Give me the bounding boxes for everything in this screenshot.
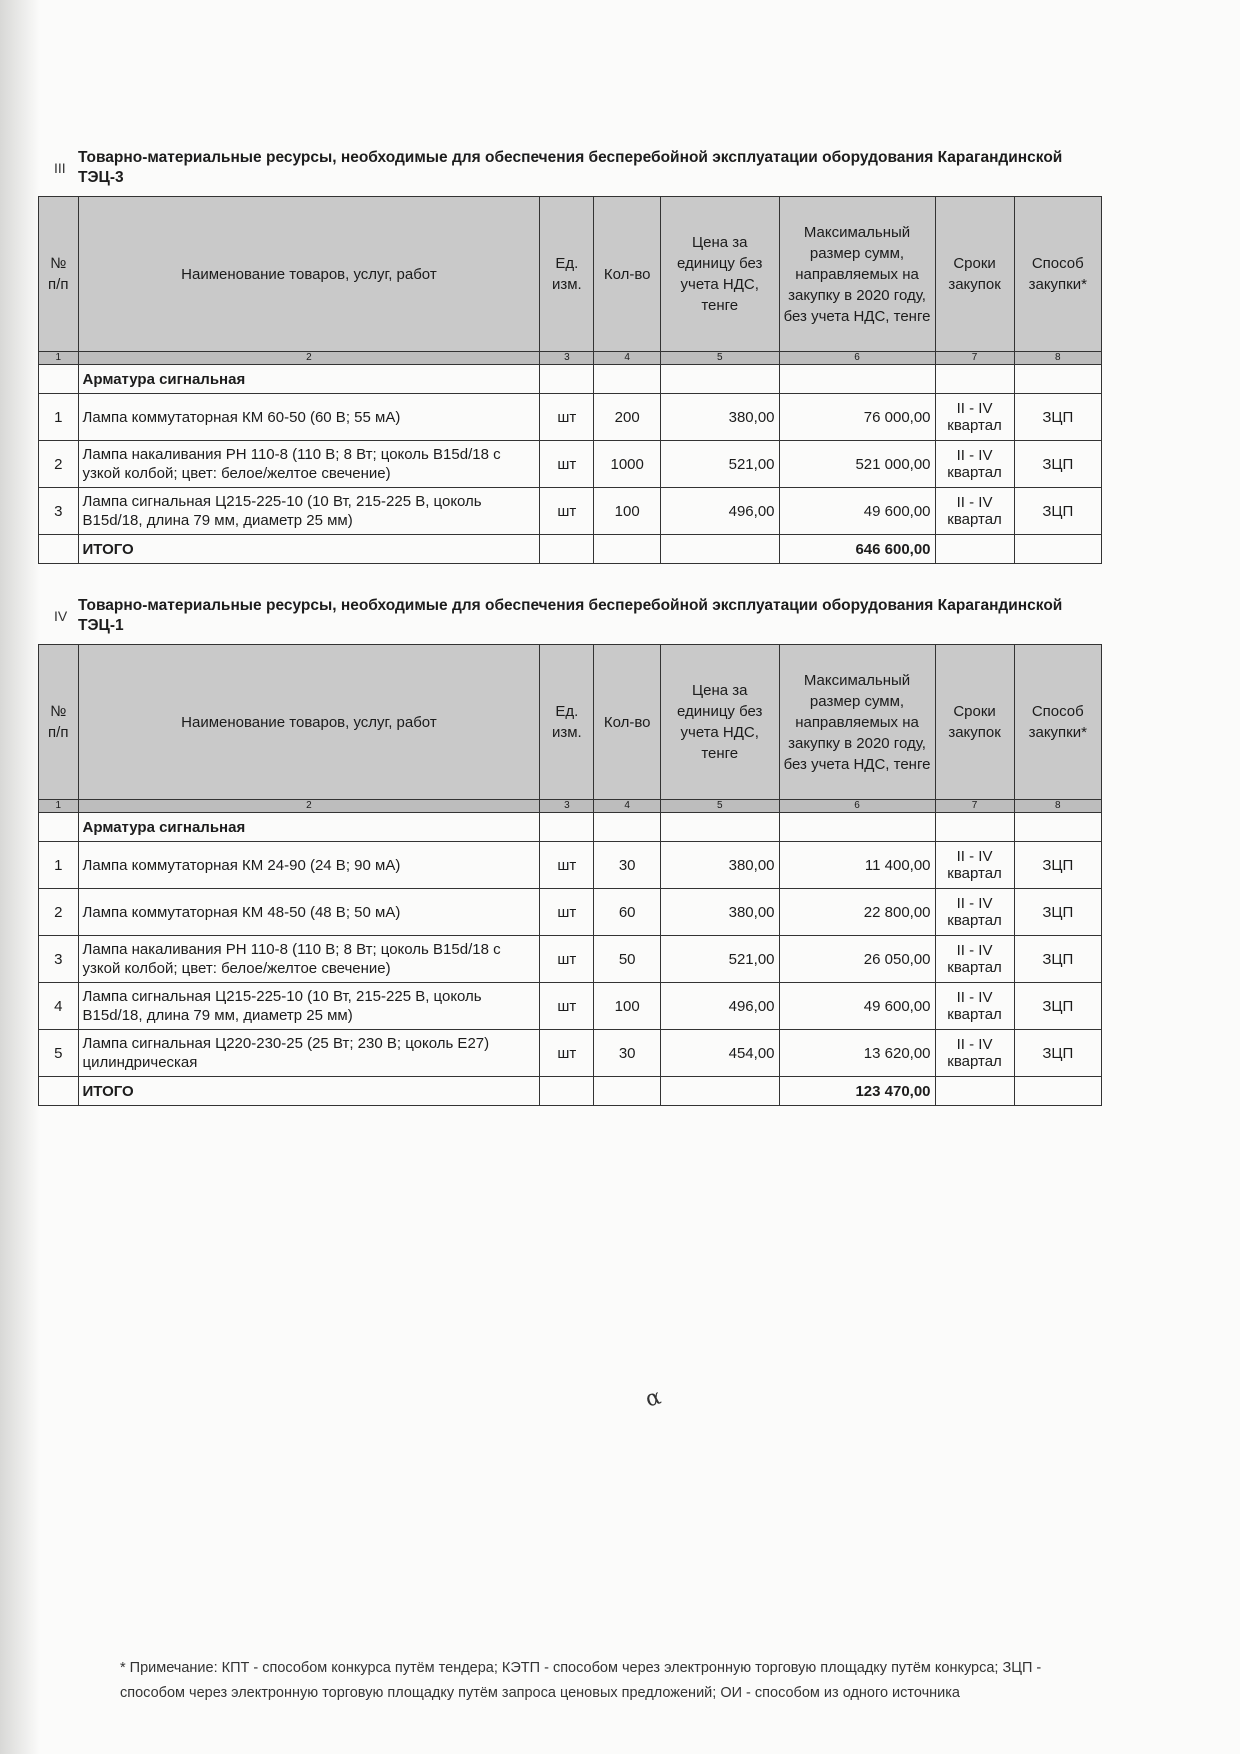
item-qty: 30	[594, 842, 661, 889]
item-sum: 11 400,00	[779, 842, 935, 889]
item-terms: II - IV квартал	[935, 889, 1014, 936]
item-terms: II - IV квартал	[935, 983, 1014, 1030]
col-header-name: Наименование товаров, услуг, работ	[78, 645, 540, 800]
column-index: 1	[39, 352, 79, 365]
item-method: ЗЦП	[1014, 394, 1101, 441]
row-num: 5	[39, 1030, 79, 1077]
item-method: ЗЦП	[1014, 936, 1101, 983]
item-method: ЗЦП	[1014, 889, 1101, 936]
item-unit: шт	[540, 889, 594, 936]
item-unit: шт	[540, 441, 594, 488]
column-index: 1	[39, 800, 79, 813]
item-sum: 76 000,00	[779, 394, 935, 441]
column-index: 4	[594, 800, 661, 813]
column-index: 5	[660, 352, 779, 365]
item-sum: 26 050,00	[779, 936, 935, 983]
total-label: ИТОГО	[78, 1077, 540, 1106]
item-name: Лампа коммутаторная КМ 24-90 (24 В; 90 мА)	[78, 842, 540, 889]
item-name: Лампа коммутаторная КМ 60-50 (60 В; 55 мА)	[78, 394, 540, 441]
table-row	[39, 889, 1102, 936]
item-price: 521,00	[660, 936, 779, 983]
item-unit: шт	[540, 983, 594, 1030]
item-qty: 100	[594, 983, 661, 1030]
item-sum: 22 800,00	[779, 889, 935, 936]
item-terms: II - IV квартал	[935, 842, 1014, 889]
procurement-table	[38, 644, 1102, 1106]
column-index: 5	[660, 800, 779, 813]
total-label: ИТОГО	[78, 535, 540, 564]
section-number: IV	[54, 608, 68, 624]
column-index: 7	[935, 800, 1014, 813]
column-index: 6	[779, 800, 935, 813]
scan-edge-shadow	[0, 0, 40, 1754]
col-header-terms: Сроки закупок	[935, 645, 1014, 800]
column-index: 8	[1014, 352, 1101, 365]
col-header-terms: Сроки закупок	[935, 197, 1014, 352]
item-name: Лампа сигнальная Ц215-225-10 (10 Вт, 215-225 В, цоколь B15d/18, длина 79 мм, диаметр 25 мм)	[78, 983, 540, 1030]
col-header-max-sum: Максимальный размер сумм, направляемых на закупку в 2020 году, без учета НДС, тенге	[779, 645, 935, 800]
item-price: 496,00	[660, 488, 779, 535]
item-method: ЗЦП	[1014, 983, 1101, 1030]
table-row	[39, 842, 1102, 889]
table-row	[39, 1030, 1102, 1077]
item-qty: 60	[594, 889, 661, 936]
row-num: 1	[39, 842, 79, 889]
row-num: 2	[39, 441, 79, 488]
table-row	[39, 983, 1102, 1030]
section-header	[38, 596, 1102, 644]
item-method: ЗЦП	[1014, 842, 1101, 889]
section-number: III	[54, 160, 66, 176]
row-num: 1	[39, 394, 79, 441]
item-qty: 30	[594, 1030, 661, 1077]
column-index: 3	[540, 352, 594, 365]
row-num: 2	[39, 889, 79, 936]
item-price: 380,00	[660, 889, 779, 936]
item-terms: II - IV квартал	[935, 936, 1014, 983]
item-price: 380,00	[660, 394, 779, 441]
item-name: Лампа коммутаторная КМ 48-50 (48 В; 50 мА)	[78, 889, 540, 936]
item-name: Лампа сигнальная Ц220-230-25 (25 Вт; 230 В; цоколь E27) цилиндрическая	[78, 1030, 540, 1077]
item-method: ЗЦП	[1014, 441, 1101, 488]
total-value: 123 470,00	[779, 1077, 935, 1106]
col-header-unit: Ед. изм.	[540, 197, 594, 352]
col-header-num: № п/п	[39, 645, 79, 800]
table-row	[39, 441, 1102, 488]
item-name: Лампа сигнальная Ц215-225-10 (10 Вт, 215-225 В, цоколь B15d/18, длина 79 мм, диаметр 25 мм)	[78, 488, 540, 535]
column-index: 8	[1014, 800, 1101, 813]
item-terms: II - IV квартал	[935, 1030, 1014, 1077]
col-header-unit: Ед. изм.	[540, 645, 594, 800]
group-label: Арматура сигнальная	[78, 813, 540, 842]
column-index-row	[39, 352, 1102, 365]
item-price: 496,00	[660, 983, 779, 1030]
table-row	[39, 488, 1102, 535]
section-title: Товарно-материальные ресурсы, необходимые для обеспечения бесперебойной эксплуатации оборудования Карагандинской ТЭЦ-1	[78, 597, 1063, 634]
col-header-price: Цена за единицу без учета НДС, тенге	[660, 645, 779, 800]
item-terms: II - IV квартал	[935, 394, 1014, 441]
item-method: ЗЦП	[1014, 488, 1101, 535]
item-qty: 100	[594, 488, 661, 535]
section-title: Товарно-материальные ресурсы, необходимые для обеспечения бесперебойной эксплуатации оборудования Карагандинской ТЭЦ-3	[78, 149, 1063, 186]
table-header-row	[39, 645, 1102, 800]
table-row	[39, 936, 1102, 983]
item-price: 521,00	[660, 441, 779, 488]
column-index: 7	[935, 352, 1014, 365]
item-unit: шт	[540, 488, 594, 535]
col-header-num: № п/п	[39, 197, 79, 352]
total-row	[39, 535, 1102, 564]
column-index: 3	[540, 800, 594, 813]
handwritten-mark: α	[643, 1384, 664, 1413]
column-index-row	[39, 800, 1102, 813]
column-index: 4	[594, 352, 661, 365]
group-label: Арматура сигнальная	[78, 365, 540, 394]
item-sum: 521 000,00	[779, 441, 935, 488]
table-header-row	[39, 197, 1102, 352]
item-qty: 1000	[594, 441, 661, 488]
table-row	[39, 394, 1102, 441]
item-unit: шт	[540, 842, 594, 889]
item-price: 380,00	[660, 842, 779, 889]
total-value: 646 600,00	[779, 535, 935, 564]
item-unit: шт	[540, 936, 594, 983]
col-header-method: Способ закупки*	[1014, 645, 1101, 800]
item-qty: 50	[594, 936, 661, 983]
group-row	[39, 813, 1102, 842]
column-index: 6	[779, 352, 935, 365]
item-method: ЗЦП	[1014, 1030, 1101, 1077]
item-name: Лампа накаливания РН 110-8 (110 В; 8 Вт; цоколь B15d/18 с узкой колбой; цвет: белое/желтое свечение)	[78, 441, 540, 488]
col-header-qty: Кол-во	[594, 645, 661, 800]
col-header-max-sum: Максимальный размер сумм, направляемых на закупку в 2020 году, без учета НДС, тенге	[779, 197, 935, 352]
item-qty: 200	[594, 394, 661, 441]
row-num: 3	[39, 488, 79, 535]
row-num: 4	[39, 983, 79, 1030]
col-header-price: Цена за единицу без учета НДС, тенге	[660, 197, 779, 352]
footnote: * Примечание: КПТ - способом конкурса путём тендера; КЭТП - способом через электронную торговую площадку путём конкурса; ЗЦП - способом через электронную торговую площадку путём запроса ценовых предложений; ОИ - способом из одного источника	[120, 1660, 1042, 1701]
item-unit: шт	[540, 394, 594, 441]
row-num: 3	[39, 936, 79, 983]
col-header-name: Наименование товаров, услуг, работ	[78, 197, 540, 352]
section-header	[38, 148, 1102, 196]
column-index: 2	[78, 800, 540, 813]
col-header-method: Способ закупки*	[1014, 197, 1101, 352]
section-4	[38, 596, 1102, 1106]
item-unit: шт	[540, 1030, 594, 1077]
item-terms: II - IV квартал	[935, 488, 1014, 535]
column-index: 2	[78, 352, 540, 365]
item-price: 454,00	[660, 1030, 779, 1077]
item-sum: 13 620,00	[779, 1030, 935, 1077]
item-sum: 49 600,00	[779, 488, 935, 535]
col-header-qty: Кол-во	[594, 197, 661, 352]
total-row	[39, 1077, 1102, 1106]
item-name: Лампа накаливания РН 110-8 (110 В; 8 Вт; цоколь B15d/18 с узкой колбой; цвет: белое/желтое свечение)	[78, 936, 540, 983]
section-3	[38, 148, 1102, 564]
procurement-table	[38, 196, 1102, 564]
item-terms: II - IV квартал	[935, 441, 1014, 488]
item-sum: 49 600,00	[779, 983, 935, 1030]
group-row	[39, 365, 1102, 394]
